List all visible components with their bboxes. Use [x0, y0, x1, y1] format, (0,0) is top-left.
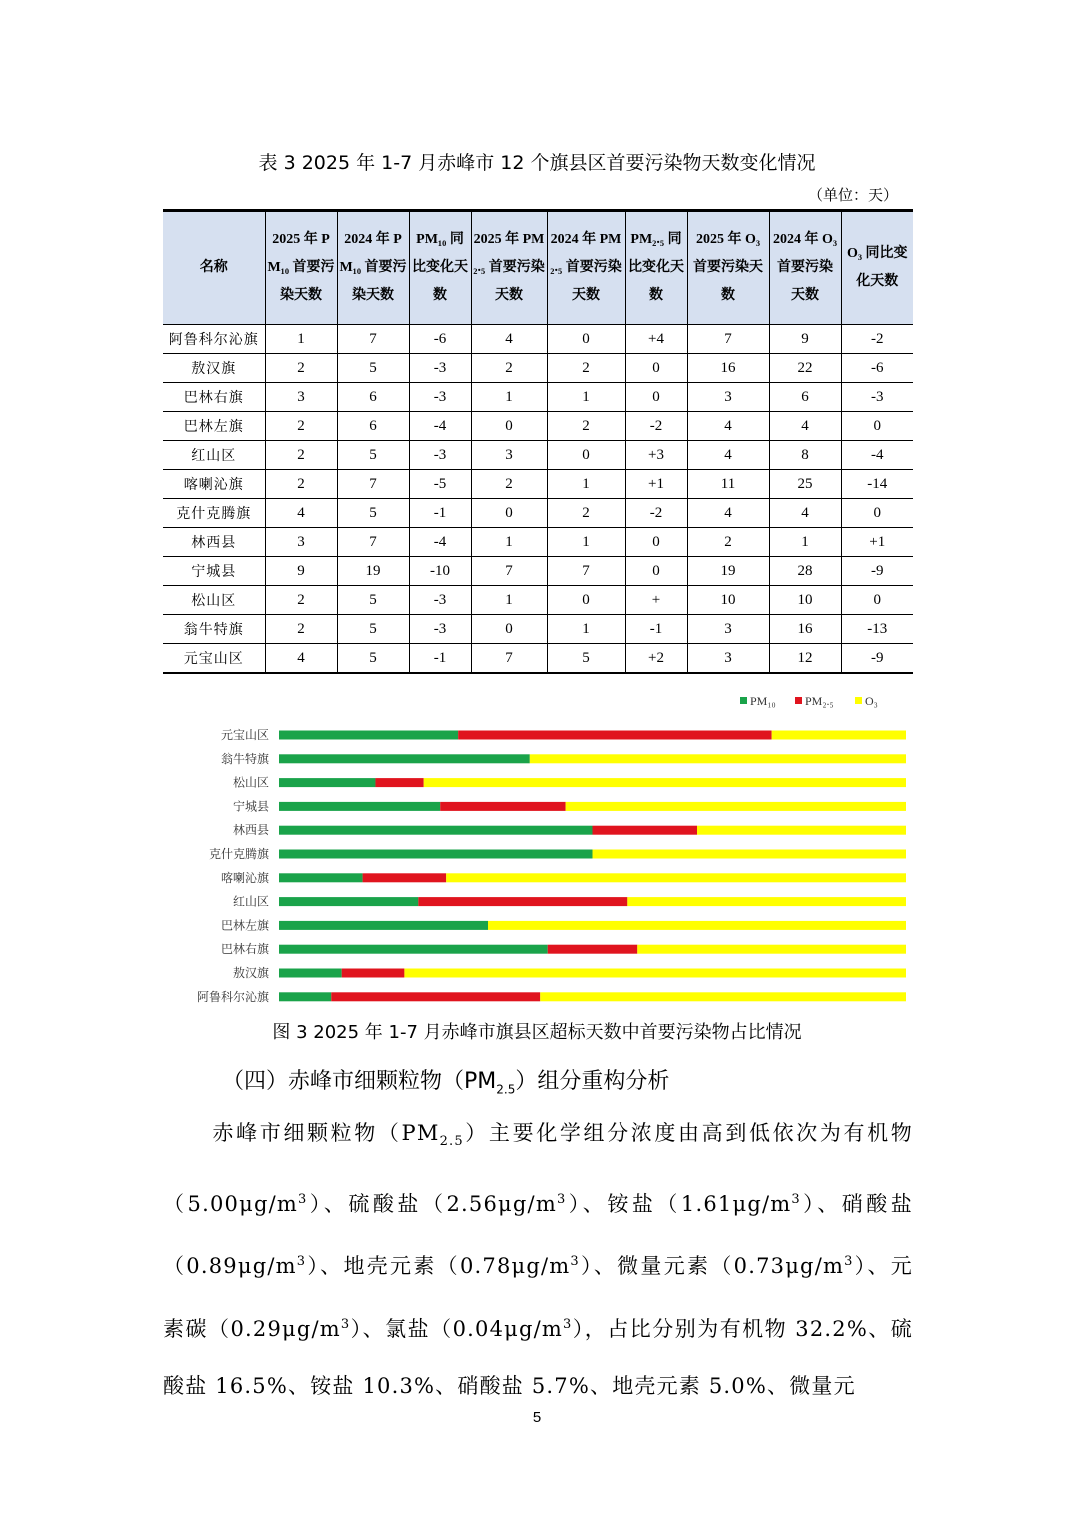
table-cell: 1 — [547, 615, 625, 644]
bar-segment — [593, 826, 698, 835]
table-header-row — [163, 211, 913, 325]
bar-segment — [446, 873, 906, 882]
table-cell: 19 — [337, 557, 409, 586]
table-cell: -5 — [409, 470, 471, 499]
table-cell: -2 — [625, 412, 687, 441]
table-header-cell: 2024 年 PM₁₀ 首要污染天数 — [337, 211, 409, 325]
table-cell: +1 — [625, 470, 687, 499]
table-cell: 1 — [769, 528, 841, 557]
table-body — [163, 325, 913, 674]
table-cell: -1 — [409, 499, 471, 528]
category-label: 松山区 — [232, 775, 269, 790]
para-sup-1: 3 — [297, 1191, 308, 1207]
bar-segment — [279, 754, 530, 763]
legend-swatch — [795, 697, 802, 704]
table-cell: 12 — [769, 644, 841, 674]
table-cell: 3 — [265, 383, 337, 412]
table-cell: 4 — [687, 499, 769, 528]
table-cell: 9 — [769, 325, 841, 354]
table-cell: 2 — [471, 354, 547, 383]
para-sup-3: 3 — [791, 1191, 801, 1207]
table-cell: 1 — [547, 383, 625, 412]
table-cell: 9 — [265, 557, 337, 586]
legend-label: PM₁₀ — [750, 694, 776, 708]
table-cell-name: 巴林左旗 — [163, 412, 265, 441]
table-cell: 1 — [547, 470, 625, 499]
table-cell: -3 — [409, 383, 471, 412]
table-cell: -3 — [409, 441, 471, 470]
table-cell: -4 — [409, 528, 471, 557]
section-heading-pre: （四）赤峰市细颗粒物（PM — [222, 1069, 497, 1094]
para-text-10: ），占比分别为有机物 32.2%、硫酸盐 16.5%、铵盐 10.3%、硝酸盐 5.7%、地壳元素 5.0%、微量元 — [163, 1316, 913, 1399]
para-sup-2: 3 — [556, 1191, 567, 1207]
table-cell: 4 — [687, 412, 769, 441]
table-cell: 0 — [625, 557, 687, 586]
para-sup-4: 3 — [296, 1254, 307, 1270]
table-cell: +3 — [625, 441, 687, 470]
category-label: 翁牛特旗 — [220, 751, 269, 766]
category-label: 喀喇沁旗 — [220, 870, 269, 885]
table-cell: 0 — [471, 412, 547, 441]
table-cell: 2 — [547, 412, 625, 441]
table-cell: 7 — [337, 470, 409, 499]
para-text-3: ）、硫酸盐（2.56μg/m — [307, 1191, 557, 1216]
para-sub: 2.5 — [439, 1134, 464, 1150]
table-cell: -6 — [841, 354, 913, 383]
table-cell: -4 — [409, 412, 471, 441]
table-cell: 28 — [769, 557, 841, 586]
table-cell: -3 — [409, 586, 471, 615]
legend-swatch — [855, 697, 862, 704]
legend-label: O₃ — [865, 694, 878, 708]
table-cell: -4 — [841, 441, 913, 470]
bar-segment — [279, 850, 593, 859]
figure-caption: 图 3 2025 年 1-7 月赤峰市旗县区超标天数中首要污染物占比情况 — [272, 1022, 802, 1043]
table-cell: 3 — [687, 383, 769, 412]
table-cell: 0 — [547, 441, 625, 470]
table-header-cell: PM₁₀ 同比变化天数 — [409, 211, 471, 325]
table-cell: 4 — [265, 644, 337, 674]
bar-segment — [279, 873, 363, 882]
table-cell-name: 阿鲁科尔沁旗 — [163, 325, 265, 354]
bar-segment — [530, 754, 906, 763]
table-cell-name: 宁城县 — [163, 557, 265, 586]
table-cell: +4 — [625, 325, 687, 354]
table-cell-name: 红山区 — [163, 441, 265, 470]
para-text-4: ）、铵盐（1.61μg/m — [566, 1191, 792, 1216]
table-cell: -3 — [841, 383, 913, 412]
table-cell: 6 — [337, 383, 409, 412]
table-cell: 3 — [687, 615, 769, 644]
table-cell-name: 敖汉旗 — [163, 354, 265, 383]
table-cell: 3 — [471, 441, 547, 470]
table-cell: 7 — [547, 557, 625, 586]
table-header-cell: PM₂.₅ 同比变化天数 — [625, 211, 687, 325]
bar-segment — [342, 969, 405, 978]
table-cell: 0 — [841, 499, 913, 528]
table-cell: 7 — [337, 528, 409, 557]
table-row — [163, 325, 913, 354]
table-row — [163, 557, 913, 586]
table-cell: 0 — [471, 615, 547, 644]
table-cell: 6 — [337, 412, 409, 441]
table-cell: 8 — [769, 441, 841, 470]
category-label: 林西县 — [232, 823, 269, 838]
table-row — [163, 528, 913, 557]
table-cell: 2 — [265, 354, 337, 383]
table-header-cell: 2024 年 PM₂.₅ 首要污染天数 — [547, 211, 625, 325]
table-cell: 19 — [687, 557, 769, 586]
table-cell: 11 — [687, 470, 769, 499]
bar-segment — [279, 826, 593, 835]
bar-segment — [279, 992, 331, 1001]
para-text-1: 赤峰市细颗粒物（PM — [211, 1121, 440, 1145]
bar-segment — [566, 802, 906, 811]
table-cell: 4 — [265, 499, 337, 528]
para-text-5: ）、硝酸盐（0.89μg/m — [163, 1191, 914, 1279]
table-cell: 0 — [625, 528, 687, 557]
table-cell: 2 — [265, 615, 337, 644]
table-cell: 0 — [625, 383, 687, 412]
table-cell: 10 — [769, 586, 841, 615]
table-cell: 10 — [687, 586, 769, 615]
table-cell-name: 喀喇沁旗 — [163, 470, 265, 499]
section-heading — [222, 1064, 669, 1096]
table-cell: 22 — [769, 354, 841, 383]
section-heading-sub: 2.5 — [496, 1082, 516, 1097]
section-heading-post: ）组分重构分析 — [515, 1069, 670, 1094]
table-row — [163, 354, 913, 383]
table-cell: -2 — [625, 499, 687, 528]
para-text-6: ）、地壳元素（0.78μg/m — [306, 1254, 571, 1279]
table-cell: -13 — [841, 615, 913, 644]
table-cell: 0 — [841, 412, 913, 441]
bar-segment — [458, 731, 771, 740]
para-text-9: ）、氯盐（0.04μg/m — [350, 1316, 564, 1341]
table-cell: 5 — [337, 586, 409, 615]
table-cell: +1 — [841, 528, 913, 557]
table-cell: 0 — [471, 499, 547, 528]
para-sup-7: 3 — [340, 1316, 351, 1332]
table-cell: 1 — [471, 586, 547, 615]
bar-segment — [279, 778, 375, 787]
table-cell: 4 — [687, 441, 769, 470]
table-cell: 25 — [769, 470, 841, 499]
table-row — [163, 441, 913, 470]
bar-segment — [488, 921, 906, 930]
table-cell: 7 — [687, 325, 769, 354]
table-cell-name: 元宝山区 — [163, 644, 265, 674]
legend-label: PM₂.₅ — [805, 694, 834, 708]
table-cell: 0 — [547, 586, 625, 615]
table-header-cell: 2025 年 O₃ 首要污染天数 — [687, 211, 769, 325]
table-cell: 0 — [547, 325, 625, 354]
table-cell: 2 — [471, 470, 547, 499]
table-title: 表 3 2025 年 1-7 月赤峰市 12 个旗县区首要污染物天数变化情况 — [258, 152, 816, 174]
para-text-8: ）、元素碳（0.29μg/m — [163, 1254, 913, 1341]
table-cell: 7 — [471, 644, 547, 674]
table-cell: 5 — [337, 644, 409, 674]
table-cell-name: 巴林右旗 — [163, 383, 265, 412]
table-cell: -3 — [409, 354, 471, 383]
table-cell: 4 — [471, 325, 547, 354]
table-cell: 2 — [265, 586, 337, 615]
bar-segment — [279, 731, 458, 740]
table-cell-name: 林西县 — [163, 528, 265, 557]
table-cell: 5 — [337, 499, 409, 528]
category-label: 元宝山区 — [220, 728, 269, 742]
table-row — [163, 586, 913, 615]
table-cell-name: 松山区 — [163, 586, 265, 615]
bar-segment — [627, 897, 906, 906]
table-cell: 2 — [265, 441, 337, 470]
table-cell: 16 — [687, 354, 769, 383]
table-row — [163, 383, 913, 412]
table-cell: 16 — [769, 615, 841, 644]
category-label: 宁城县 — [232, 799, 269, 814]
table-cell: 7 — [471, 557, 547, 586]
table-cell: 5 — [337, 615, 409, 644]
table-cell: 3 — [687, 644, 769, 674]
table-cell: 7 — [337, 325, 409, 354]
bar-segment — [772, 731, 906, 740]
table-cell: 4 — [769, 412, 841, 441]
table-cell: 1 — [471, 383, 547, 412]
table-cell: -2 — [841, 325, 913, 354]
category-label: 克什克腾旗 — [208, 847, 269, 861]
para-sup-6: 3 — [844, 1254, 854, 1270]
table-header-cell: O₃ 同比变化天数 — [841, 211, 913, 325]
table-cell: 5 — [547, 644, 625, 674]
bar-segment — [540, 992, 906, 1001]
table-header-cell: 2025 年 PM₂.₅ 首要污染天数 — [471, 211, 547, 325]
bar-segment — [424, 778, 906, 787]
stacked-bar-chart — [165, 688, 915, 1008]
table-cell: -3 — [409, 615, 471, 644]
table-cell: 5 — [337, 441, 409, 470]
bar-segment — [418, 897, 627, 906]
table-cell: 0 — [625, 354, 687, 383]
bar-segment — [279, 921, 488, 930]
table-cell: 5 — [337, 354, 409, 383]
table-unit: （单位：天） — [807, 186, 898, 204]
table-cell: 1 — [265, 325, 337, 354]
bar-segment — [548, 945, 638, 954]
table-cell: 2 — [265, 412, 337, 441]
pollutant-days-table — [163, 209, 913, 674]
bar-segment — [279, 969, 342, 978]
table-cell: 2 — [687, 528, 769, 557]
category-label: 敖汉旗 — [232, 966, 269, 980]
bar-segment — [279, 802, 440, 811]
table-cell: +2 — [625, 644, 687, 674]
table-header-cell: 名称 — [163, 211, 265, 325]
table-cell: 1 — [547, 528, 625, 557]
table-cell: -6 — [409, 325, 471, 354]
bar-segment — [279, 945, 548, 954]
category-label: 巴林左旗 — [220, 918, 269, 933]
table-cell: 0 — [841, 586, 913, 615]
table-cell: -1 — [409, 644, 471, 674]
para-sup-5: 3 — [570, 1254, 580, 1270]
body-paragraph — [163, 1105, 913, 1416]
bar-segment — [637, 945, 906, 954]
category-label: 阿鲁科尔沁旗 — [196, 989, 269, 1004]
table-cell: -14 — [841, 470, 913, 499]
table-row — [163, 644, 913, 674]
bar-segment — [593, 850, 907, 859]
table-cell: + — [625, 586, 687, 615]
table-cell: 1 — [471, 528, 547, 557]
bar-segment — [279, 897, 418, 906]
category-label: 红山区 — [232, 894, 269, 909]
table-cell-name: 克什克腾旗 — [163, 499, 265, 528]
bar-segment — [697, 826, 906, 835]
table-cell: -10 — [409, 557, 471, 586]
table-cell: -9 — [841, 644, 913, 674]
table-cell: 3 — [265, 528, 337, 557]
bar-segment — [404, 969, 906, 978]
table-row — [163, 615, 913, 644]
para-sup-8: 3 — [563, 1316, 573, 1332]
table-header-cell: 2024 年 O₃ 首要污染天数 — [769, 211, 841, 325]
para-text-7: ）、微量元素（0.73μg/m — [579, 1254, 845, 1279]
para-text-2: ）主要化学组分浓度由高到低依次为有机物（5.00μg/m — [163, 1121, 913, 1216]
category-label: 巴林右旗 — [220, 942, 269, 957]
table-cell: -9 — [841, 557, 913, 586]
bar-segment — [363, 873, 447, 882]
table-row — [163, 470, 913, 499]
table-cell-name: 翁牛特旗 — [163, 615, 265, 644]
table-cell: 6 — [769, 383, 841, 412]
table-row — [163, 499, 913, 528]
table-row — [163, 412, 913, 441]
table-header-cell: 2025 年 PM₁₀ 首要污染天数 — [265, 211, 337, 325]
legend-swatch — [740, 697, 747, 704]
table-cell: 2 — [547, 354, 625, 383]
bar-segment — [440, 802, 565, 811]
bar-segment — [331, 992, 540, 1001]
table-cell: -1 — [625, 615, 687, 644]
page-number: 5 — [532, 1409, 542, 1426]
bar-segment — [375, 778, 423, 787]
table-cell: 2 — [265, 470, 337, 499]
table-cell: 2 — [547, 499, 625, 528]
table-cell: 4 — [769, 499, 841, 528]
